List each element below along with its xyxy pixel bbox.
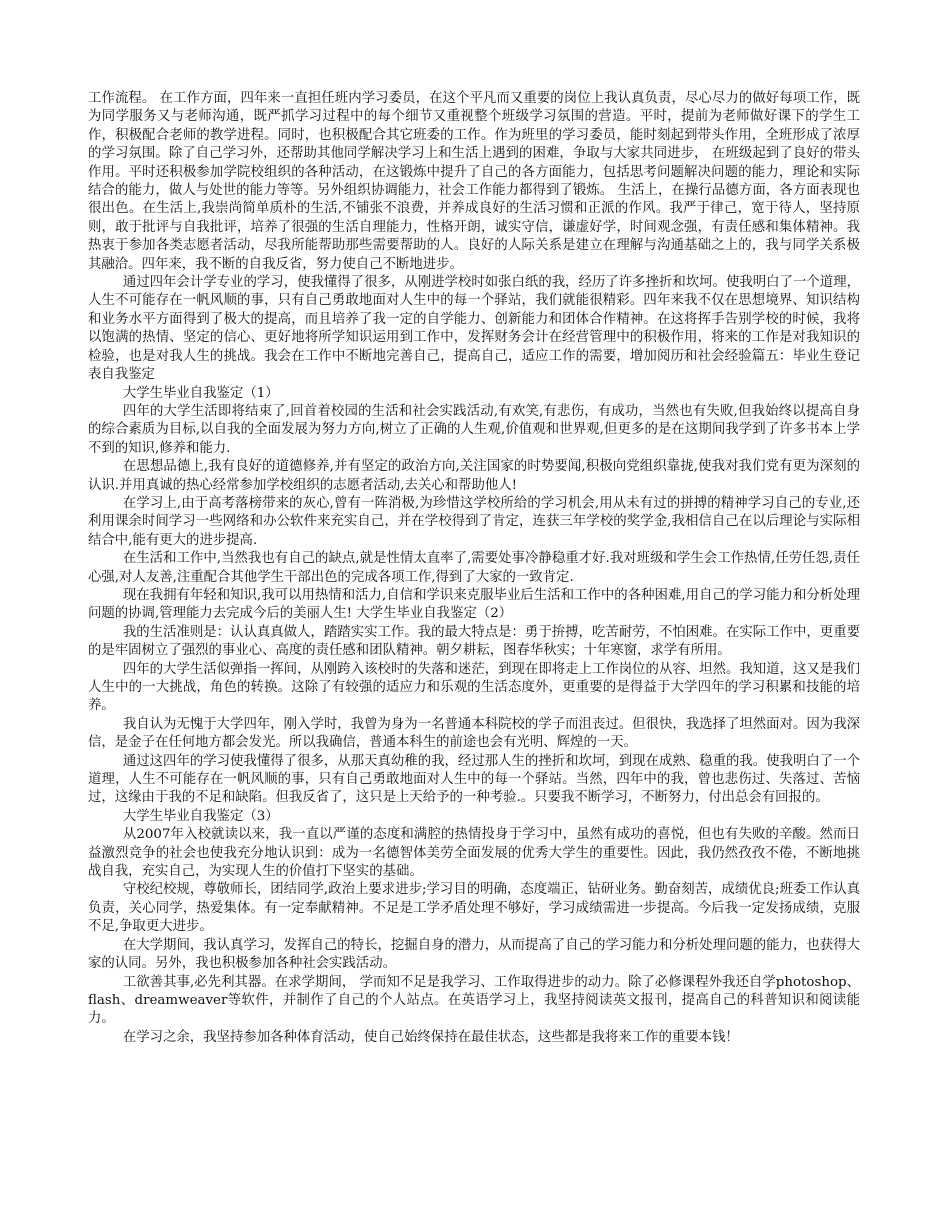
paragraph-since-2007: 从2007年入校就读以来，我一直以严谨的态度和满腔的热情投身于学习中，虽然有成功的喜悦，但也有失败的辛酸。然而日益激烈竞争的社会也使我充分地认识到：成为一名德智体美劳全面发展的优秀大学生的重要性。因此，我仍然孜孜不倦，不断地挑战自我，充实自己，为实现人生的价值打下坚实的基础。 <box>88 827 860 880</box>
paragraph-youth-knowledge: 现在我拥有年轻和知识,我可以用热情和活力,自信和学识来克服毕业后生活和工作中的各种困难,用自己的学习能力和分析处理问题的协调,管理能力去完成今后的美丽人生! 大学生毕业自我鉴定（2） <box>88 587 860 622</box>
document-page <box>88 90 860 1047</box>
paragraph-college-life: 四年的大学生活似弹指一挥间，从刚跨入该校时的失落和迷茫，到现在即将走上工作岗位的从容、坦然。我知道，这又是我们人生中的一大挑战，角色的转换。这除了有较强的适应力和乐观的生活态度外，更重要的是得益于大学四年的学习积累和技能的培养。 <box>88 661 860 714</box>
paragraph-four-years: 四年的大学生活即将结束了,回首着校园的生活和社会实践活动,有欢笑,有悲伤，有成功，当然也有失败,但我始终以提高自身的综合素质为目标,以自我的全面发展为努力方向,树立了正确的人生观,价值观和世界观,但更多的是在这期间我学到了许多书本上学不到的知识,修养和能力. <box>88 403 860 456</box>
paragraph-self-study: 工欲善其事,必先利其器。在求学期间， 学而知不足是我学习、工作取得进步的动力。除了必修课程外我还自学photoshop、flash、dreamweaver等软件，并制作了自己的个人站点。在英语学习上，我坚持阅读英文报刊，提高自己的科普知识和阅读能力。 <box>88 974 860 1027</box>
paragraph-four-years-learning: 通过这四年的学习使我懂得了很多，从那天真幼稚的我，经过那人生的挫折和坎坷，到现在成熟、稳重的我。使我明白了一个道理，人生不可能存在一帆风顺的事，只有自己勇敢地面对人生中的每一个驿站。当然，四年中的我，曾也悲伤过、失落过、苦恼过，这缘由于我的不足和缺陷。但我反省了，这只是上天给予的一种考验.。只要我不断学习，不断努力，付出总会有回报的。 <box>88 753 860 806</box>
section-heading-3: 大学生毕业自我鉴定（3） <box>122 808 279 824</box>
paragraph-moral-character: 在思想品德上,我有良好的道德修养,并有坚定的政治方向,关注国家的时势要闻,积极向党组织靠拢,使我对我们党有更为深刻的认识.并用真诚的热心经常参加学校组织的志愿者活动,去关心和帮助他人! <box>88 459 860 493</box>
paragraph-life-work: 在生活和工作中,当然我也有自己的缺点,就是性情太直率了,需要处事冷静稳重才好.我对班级和学生会工作热情,任劳任怨,责任心强,对人友善,注重配合其他学生干部出色的完成各项工作,得到了大家的一致肯定. <box>88 551 860 585</box>
paragraph-university-period: 在大学期间，我认真学习，发挥自己的特长，挖掘自身的潜力，从而提高了自己的学习能力和分析处理问题的能力，也获得大家的认同。另外，我也积极参加各种社会实践活动。 <box>88 937 860 972</box>
paragraph-study: 在学习上,由于高考落榜带来的灰心,曾有一阵消极,为珍惜这学校所给的学习机会,用从未有过的拼搏的精神学习自己的专业,还利用课余时间学习一些网络和办公软件来充实自己，并在学校得到了肯定，连获三年学校的奖学金,我相信自己在以后理论与实际相结合中,能有更大的进步提高. <box>88 495 860 548</box>
paragraph-accounting-study: 通过四年会计学专业的学习，使我懂得了很多，从刚进学校时如张白纸的我，经历了许多挫折和坎坷。使我明白了一个道理，人生不可能存在一帆风顺的事，只有自己勇敢地面对人生中的每一个驿站，我们就能很精彩。四年来我不仅在思想境界、知识结构和业务水平方面得到了极大的提高，而且培养了我一定的自学能力、创新能力和团体合作精神。在这将挥手告别学校的时候，我将以饱满的热情、坚定的信心、更好地将所学知识运用到工作中，发挥财务会计在经营管理中的积极作用，将来的工作是对我知识的检验，也是对我人生的挑战。我会在工作中不断地完善自己，提高自己，适应工作的需要，增加阅历和社会经验篇五：毕业生登记表自我鉴定 <box>88 275 860 383</box>
paragraph-sports: 在学习之余，我坚持参加各种体育活动，使自己始终保持在最佳状态，这些都是我将来工作的重要本钱！ <box>122 1029 739 1045</box>
section-heading-1: 大学生毕业自我鉴定（1） <box>122 385 279 401</box>
paragraph-work-process: 工作流程。 在工作方面，四年来一直担任班内学习委员，在这个平凡而又重要的岗位上我认真负责，尽心尽力的做好每项工作，既为同学服务又与老师沟通，既严抓学习过程中的每个细节又重视整个班级学习氛围的营造。平时，提前为老师做好课下的学生工作，积极配合老师的教学进程。同时，也积极配合其它班委的工作。作为班里的学习委员，能时刻起到带头作用，全班形成了浓厚的学习氛围。除了自己学习外，还帮助其他同学解决学习上和生活上遇到的困难，争取与大家共同进步， 在班级起到了良好的带头作用。平时还积极参加学院校组织的各种活动，在这锻炼中提升了自己的各方面能力，包括思考问题解决问题的能力，理论和实际结合的能力，做人与处世的能力等等。另外组织协调能力，社会工作能力都得到了锻炼。 生活上，在操行品德方面，各方面表现也很出色。在生活上,我崇尚简单质朴的生活,不铺张不浪费，并养成良好的生活习惯和正派的作风。我严于律己，宽于待人，坚持原则，敢于批评与自我批评，培养了很强的生活自理能力，性格开朗，诚实守信，谦虚好学，时间观念强，有责任感和集体精神。我热衷于参加各类志愿者活动，尽我所能帮助那些需要帮助的人。良好的人际关系是建立在理解与沟通基础之上的，我与同学关系极其融洽。四年来，我不断的自我反省，努力使自己不断地进步。 <box>88 91 860 272</box>
paragraph-no-regrets: 我自认为无愧于大学四年，刚入学时，我曾为身为一名普通本科院校的学子而沮丧过。但很快，我选择了坦然面对。因为我深信，是金子在任何地方都会发光。所以我确信，普通本科生的前途也会有光明、辉煌的一天。 <box>88 716 860 751</box>
paragraph-life-principles: 我的生活准则是：认认真真做人，踏踏实实工作。我的最大特点是：勇于拚搏，吃苦耐劳，不怕困难。在实际工作中，更重要的是牢固树立了强烈的事业心、高度的责任感和团队精神。朝夕耕耘，图春华秋实；十年寒窗，求学有所用。 <box>88 624 860 659</box>
paragraph-school-rules: 守校纪校规，尊敬师长，团结同学,政治上要求进步;学习目的明确，态度端正，钻研业务。勤奋刻苦，成绩优良;班委工作认真负责，关心同学，热爱集体。有一定奉献精神。不足是工学矛盾处理不够好，学习成绩需进一步提高。今后我一定发扬成绩，克服不足,争取更大进步。 <box>88 882 860 935</box>
